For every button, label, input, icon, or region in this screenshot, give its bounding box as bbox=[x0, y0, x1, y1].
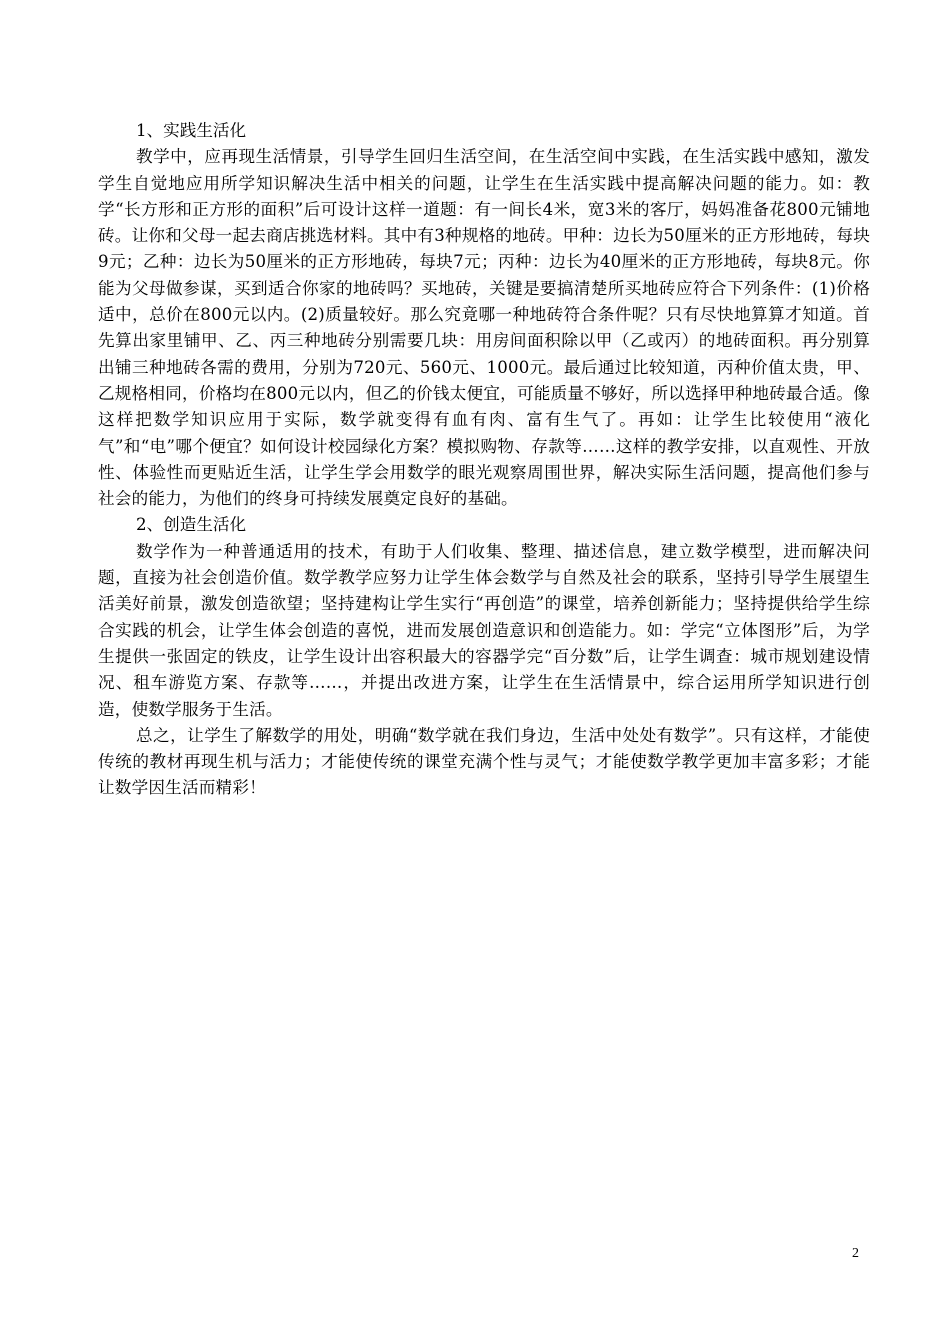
page-number: 2 bbox=[852, 1246, 859, 1261]
section-heading-creation: 2、创造生活化 bbox=[136, 515, 247, 535]
section-heading-practice: 1、实践生活化 bbox=[136, 121, 247, 140]
paragraph-conclusion: 总之，让学生了解数学的用处，明确“数学就在我们身边，生活中处处有数学”。只有这样，才能使传统的教材再现生机与活力；才能使传统的课堂充满个性与灵气；才能使数学教学更加丰富多彩；才能让数学因生活而精彩！ bbox=[98, 725, 870, 798]
document-body bbox=[98, 118, 870, 802]
paragraph-creation: 数学作为一种普通适用的技术，有助于人们收集、整理、描述信息，建立数学模型，进而解决问题，直接为社会创造价值。数学教学应努力让学生体会数学与自然及社会的联系，坚持引导学生展望生活美好前景，激发创造欲望；坚持建构让学生实行“再创造”的课堂，培养创新能力；坚持提供给学生综合实践的机会，让学生体会创造的喜悦，进而发展创造意识和创造能力。如：学完“立体图形”后，为学生提供一张固定的铁皮，让学生设计出容积最大的容器学完“百分数”后，让学生调查：城市规划建设情况、租车游览方案、存款等……，并提出改进方案，让学生在生活情景中，综合运用所学知识进行创造，使数学服务于生活。 bbox=[98, 541, 870, 719]
paragraph-practice: 教学中，应再现生活情景，引导学生回归生活空间，在生活空间中实践，在生活实践中感知，激发学生自觉地应用所学知识解决生活中相关的问题，让学生在生活实践中提高解决问题的能力。如：教学“长方形和正方形的面积”后可设计这样一道题：有一间长4米，宽3米的客厅，妈妈准备花800元铺地砖。让你和父母一起去商店挑选材料。其中有3种规格的地砖。甲种：边长为50厘米的正方形地砖，每块9元；乙种：边长为50厘米的正方形地砖，每块7元；丙种：边长为40厘米的正方形地砖，每块8元。你能为父母做参谋，买到适合你家的地砖吗？买地砖，关键是要搞清楚所买地砖应符合下列条件：(1)价格适中，总价在800元以内。(2)质量较好。那么究竟哪一种地砖符合条件呢？只有尽快地算算才知道。首先算出家里铺甲、乙、丙三种地砖分别需要几块：用房间面积除以甲（乙或丙）的地砖面积。再分别算出铺三种地砖各需的费用，分别为720元、560元、1000元。最后通过比较知道，丙种价值太贵，甲、乙规格相同，价格均在800元以内，但乙的价钱太便宜，可能质量不够好，所以选择甲种地砖最合适。像这样把数学知识应用于实际，数学就变得有血有肉、富有生气了。再如：让学生比较使用“液化气”和“电”哪个便宜？如何设计校园绿化方案？模拟购物、存款等……这样的教学安排，以直观性、开放性、体验性而更贴近生活，让学生学会用数学的眼光观察周围世界，解决实际生活问题，提高他们参与社会的能力，为他们的终身可持续发展奠定良好的基础。 bbox=[98, 147, 870, 509]
